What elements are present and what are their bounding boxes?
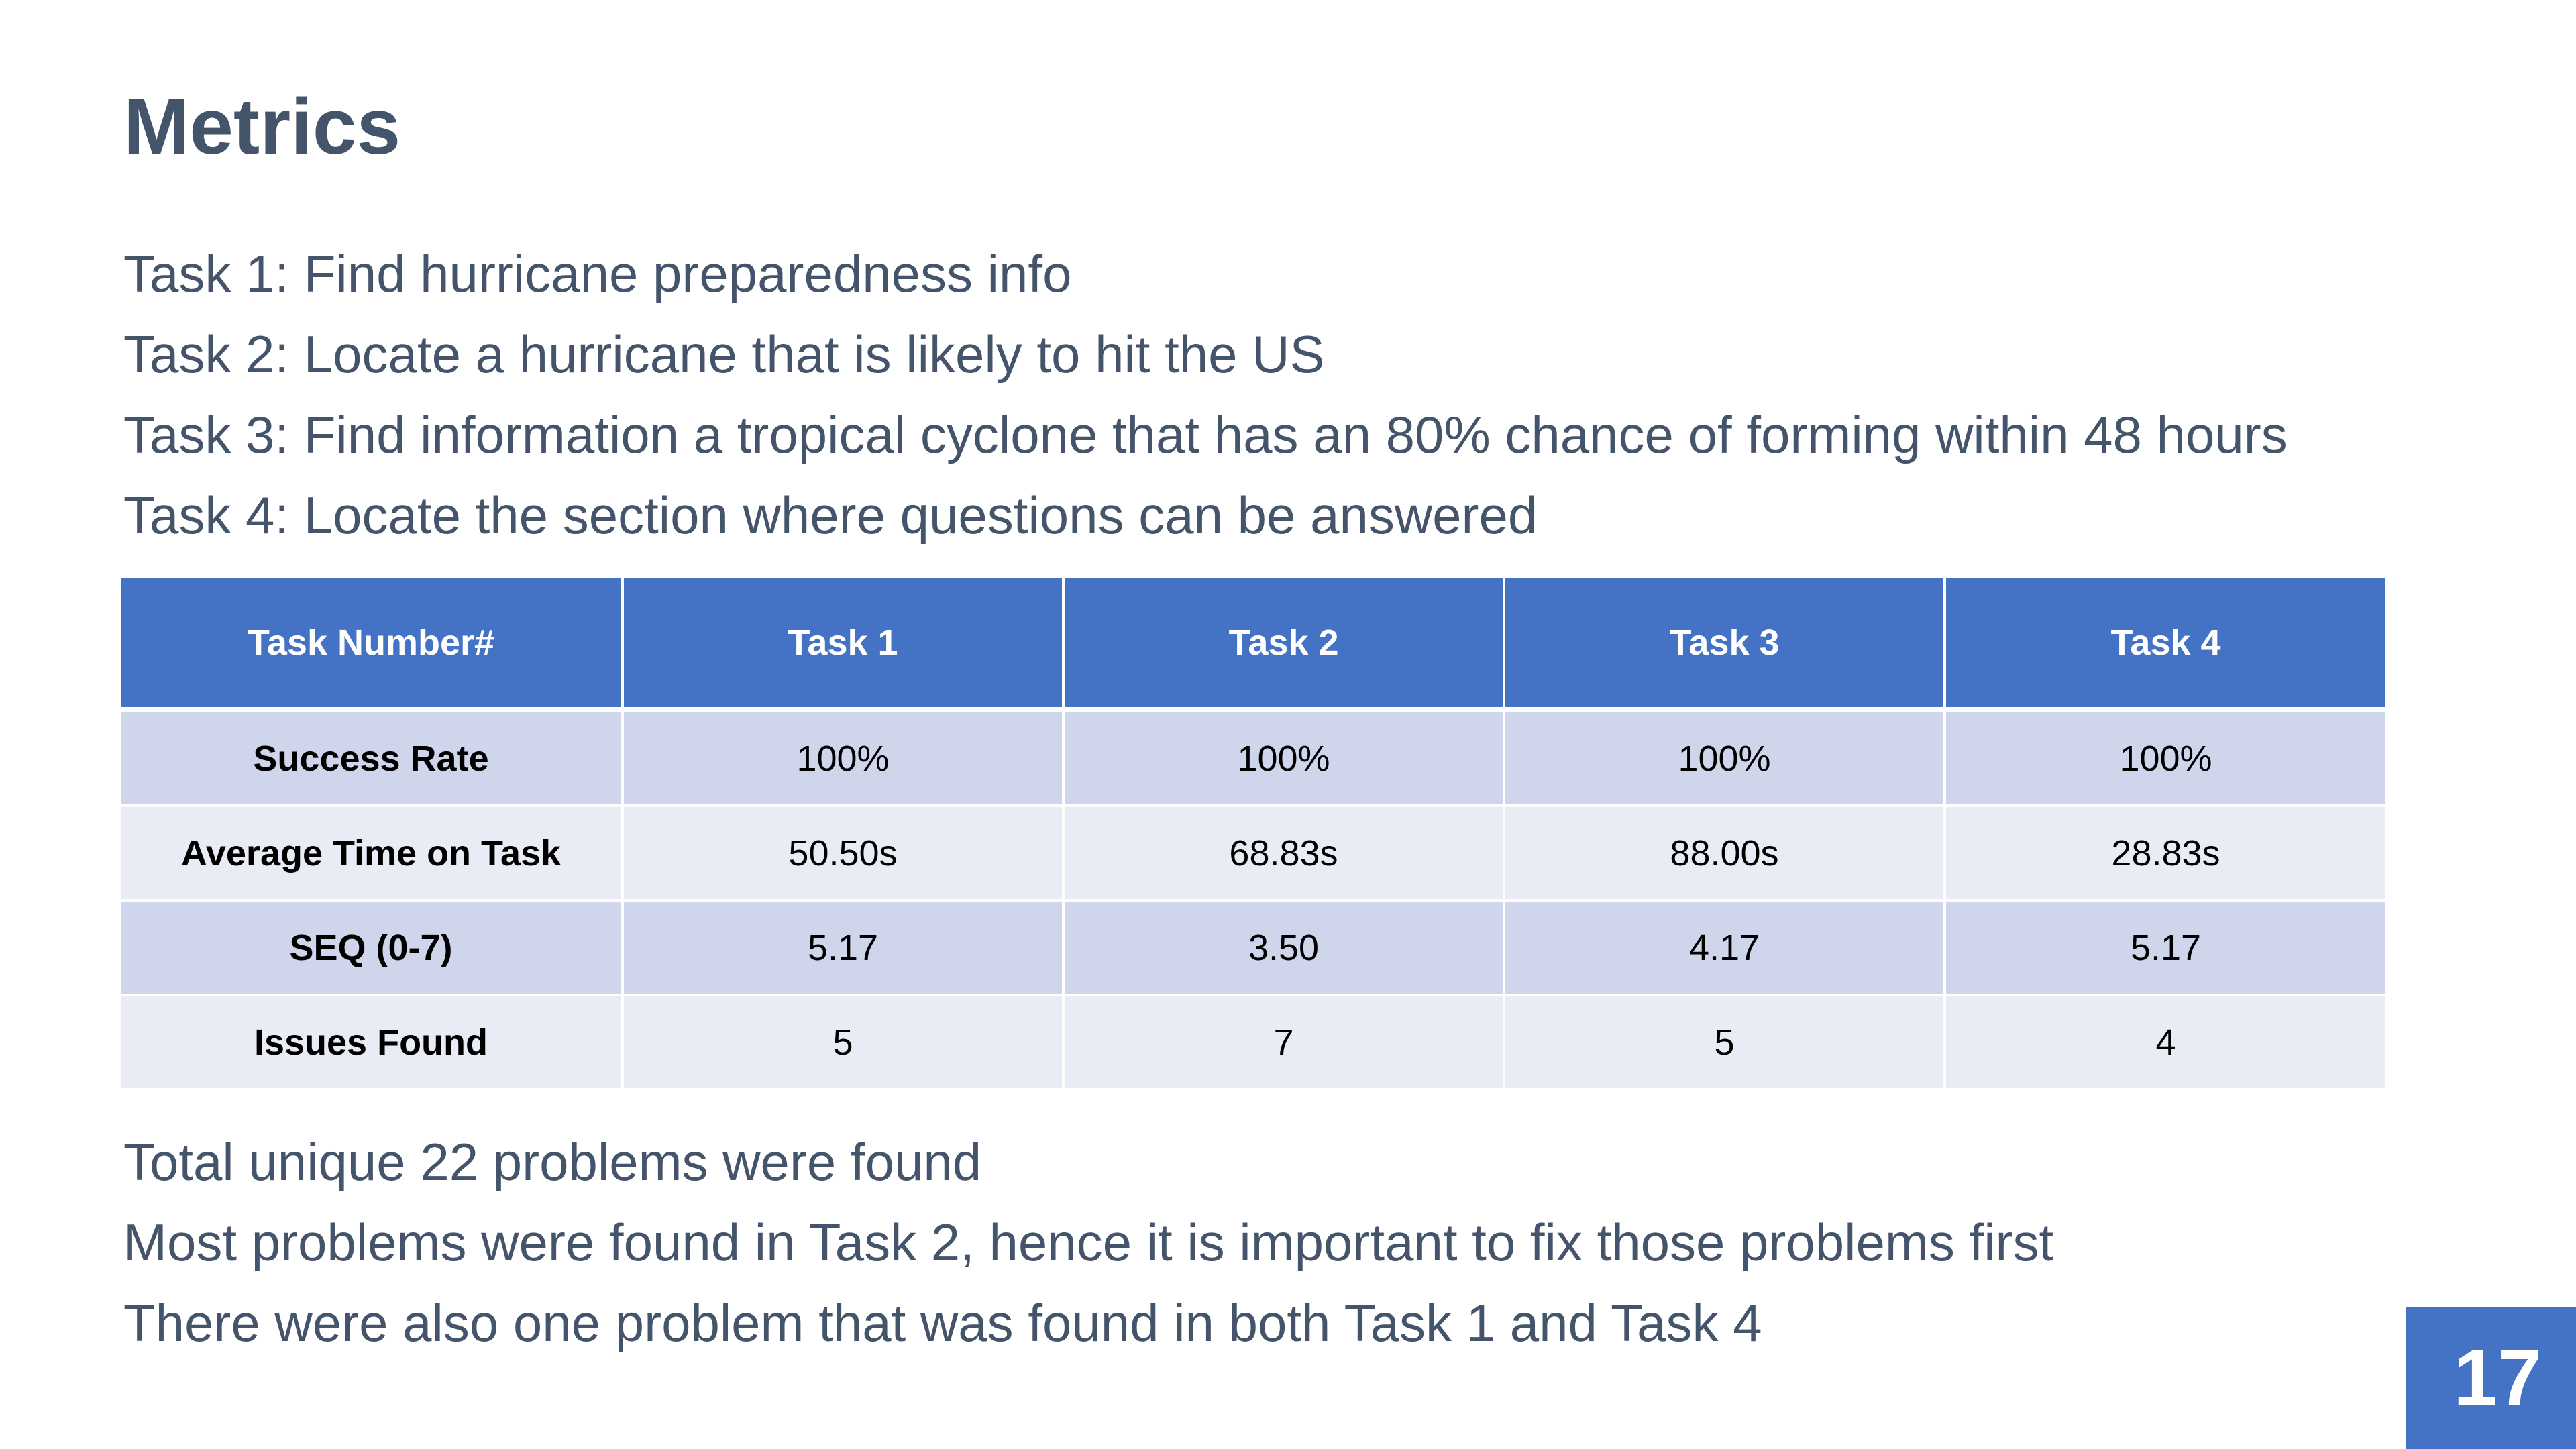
table-cell: 100%	[623, 710, 1063, 806]
table-cell: 4	[1945, 995, 2385, 1088]
summary-list	[123, 1122, 2053, 1363]
row-label: Average Time on Task	[121, 806, 623, 900]
table-cell: 100%	[1945, 710, 2385, 806]
header-task-2: Task 2	[1063, 578, 1504, 710]
slide-title: Metrics	[123, 83, 401, 171]
summary-line-1: Total unique 22 problems were found	[123, 1132, 982, 1191]
table-row-success-rate	[121, 710, 2385, 806]
header-task-1: Task 1	[623, 578, 1063, 710]
table-cell: 5	[1504, 995, 1945, 1088]
table-cell: 68.83s	[1063, 806, 1504, 900]
table-cell: 4.17	[1504, 900, 1945, 995]
table-cell: 50.50s	[623, 806, 1063, 900]
header-task-3: Task 3	[1504, 578, 1945, 710]
row-label: SEQ (0-7)	[121, 900, 623, 995]
task-description-4: Task 4: Locate the section where questions can be answered	[123, 486, 1538, 545]
summary-line-3: There were also one problem that was found in both Task 1 and Task 4	[123, 1293, 1762, 1352]
task-description-1: Task 1: Find hurricane preparedness info	[123, 244, 1072, 303]
page-number: 17	[2453, 1334, 2542, 1422]
page-number-badge	[2406, 1307, 2576, 1449]
table-cell: 5.17	[623, 900, 1063, 995]
table-cell: 5.17	[1945, 900, 2385, 995]
table-cell: 7	[1063, 995, 1504, 1088]
metrics-table	[121, 578, 2385, 1088]
table-row-issues-found	[121, 995, 2385, 1088]
table-cell: 100%	[1504, 710, 1945, 806]
header-task-number: Task Number#	[121, 578, 623, 710]
summary-line-2: Most problems were found in Task 2, hence it is important to fix those problems first	[123, 1213, 2054, 1272]
table-row-seq	[121, 900, 2385, 995]
header-task-4: Task 4	[1945, 578, 2385, 710]
table-row-average-time	[121, 806, 2385, 900]
row-label: Success Rate	[121, 710, 623, 806]
task-list	[123, 233, 2288, 555]
table-cell: 28.83s	[1945, 806, 2385, 900]
row-label: Issues Found	[121, 995, 623, 1088]
task-description-2: Task 2: Locate a hurricane that is likely to hit the US	[123, 325, 1325, 384]
table-cell: 88.00s	[1504, 806, 1945, 900]
table-cell: 100%	[1063, 710, 1504, 806]
table-cell: 5	[623, 995, 1063, 1088]
task-description-3: Task 3: Find information a tropical cyclone that has an 80% chance of forming within 48 hours	[123, 405, 2288, 464]
table-header-row	[121, 578, 2385, 710]
table-cell: 3.50	[1063, 900, 1504, 995]
